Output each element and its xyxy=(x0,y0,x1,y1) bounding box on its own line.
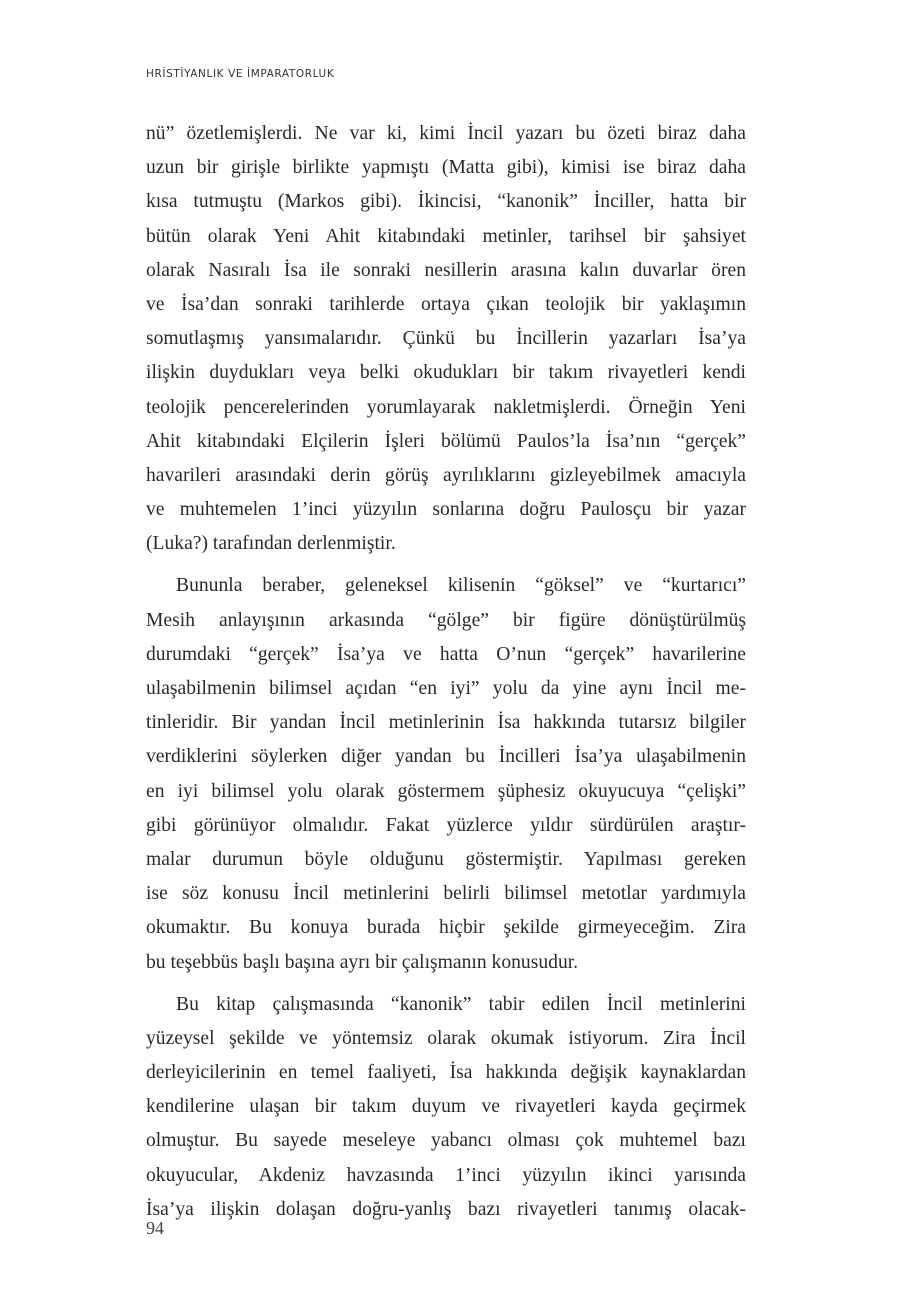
text-line: okuyucular, Akdeniz havzasında 1’inci yüzyılın ikinci yarısında xyxy=(146,1164,746,1186)
text-line: ulaşabilmenin bilimsel açıdan “en iyi” yolu da yine aynı İncil me- xyxy=(146,678,746,699)
text-line: kendilerine ulaşan bir takım duyum ve rivayetleri kayda geçirmek xyxy=(146,1096,746,1118)
text-line: ilişkin duydukları veya belki okudukları bir takım rivayetleri kendi xyxy=(146,362,746,384)
paragraph-2 xyxy=(146,569,746,979)
text-line: Mesih anlayışının arkasında “gölge” bir figüre dönüştürülmüş xyxy=(146,609,746,631)
paragraph-1 xyxy=(146,117,746,561)
text-line: gibi görünüyor olmalıdır. Fakat yüzlerce yıldır sürdürülen araştır- xyxy=(146,814,746,836)
text-line: en iyi bilimsel yolu olarak göstermem şüphesiz okuyucuya “çelişki” xyxy=(146,780,746,802)
text-line: havarileri arasındaki derin görüş ayrılıklarını gizleyebilmek amacıyla xyxy=(146,464,746,486)
text-line: Ahit kitabındaki Elçilerin İşleri bölümü Paulos’la İsa’nın “gerçek” xyxy=(146,430,746,452)
text-line: olmuştur. Bu sayede meseleye yabancı olması çok muhtemel bazı xyxy=(146,1130,746,1152)
text-line: ise söz konusu İncil metinlerini belirli bilimsel metotlar yardımıyla xyxy=(146,883,746,905)
text-line: kısa tutmuştu (Markos gibi). İkincisi, “kanonik” İnciller, hatta bir xyxy=(146,191,746,213)
body-text xyxy=(146,117,746,1227)
text-line: Bununla beraber, geleneksel kilisenin “göksel” ve “kurtarıcı” xyxy=(176,575,746,597)
text-line: malar durumun böyle olduğunu göstermiştir. Yapılması gereken xyxy=(146,848,746,870)
text-line: olarak Nasıralı İsa ile sonraki nesillerin arasına kalın duvarlar ören xyxy=(146,259,746,281)
paragraph-3 xyxy=(146,988,746,1227)
text-line: verdiklerini söylerken diğer yandan bu İncilleri İsa’ya ulaşabilmenin xyxy=(146,746,746,768)
text-line: teolojik pencerelerinden yorumlayarak nakletmişlerdi. Örneğin Yeni xyxy=(146,396,746,418)
text-line: bütün olarak Yeni Ahit kitabındaki metinler, tarihsel bir şahsiyet xyxy=(146,225,746,247)
text-line: uzun bir girişle birlikte yapmıştı (Matta gibi), kimisi ise biraz daha xyxy=(146,157,746,179)
text-line: ve İsa’dan sonraki tarihlerde ortaya çıkan teolojik bir yaklaşımın xyxy=(146,293,746,315)
text-line: bu teşebbüs başlı başına ayrı bir çalışmanın konusudur. xyxy=(146,951,579,973)
text-line: durumdaki “gerçek” İsa’ya ve hatta O’nun “gerçek” havarilerine xyxy=(146,643,746,665)
page-number: 94 xyxy=(146,1218,164,1238)
text-line: Bu kitap çalışmasında “kanonik” tabir edilen İncil metinlerini xyxy=(176,993,746,1015)
text-line: derleyicilerinin en temel faaliyeti, İsa hakkında değişik kaynaklardan xyxy=(146,1062,746,1084)
running-header: HRİSTİYANLIK VE İMPARATORLUK xyxy=(146,68,335,80)
text-line: tinleridir. Bir yandan İncil metinlerinin İsa hakkında tutarsız bilgiler xyxy=(146,712,746,734)
text-line: nü” özetlemişlerdi. Ne var ki, kimi İncil yazarı bu özeti biraz daha xyxy=(146,123,746,144)
text-line: ve muhtemelen 1’inci yüzyılın sonlarına doğru Paulosçu bir yazar xyxy=(146,499,746,521)
text-line: (Luka?) tarafından derlenmiştir. xyxy=(146,533,396,555)
text-line: okumaktır. Bu konuya burada hiçbir şekilde girmeyeceğim. Zira xyxy=(146,917,746,939)
text-line: somutlaşmış yansımalarıdır. Çünkü bu İncillerin yazarları İsa’ya xyxy=(146,328,746,350)
text-line: İsa’ya ilişkin dolaşan doğru-yanlış bazı rivayetleri tanımış olacak- xyxy=(146,1198,746,1220)
text-line: yüzeysel şekilde ve yöntemsiz olarak okumak istiyorum. Zira İncil xyxy=(146,1027,746,1049)
